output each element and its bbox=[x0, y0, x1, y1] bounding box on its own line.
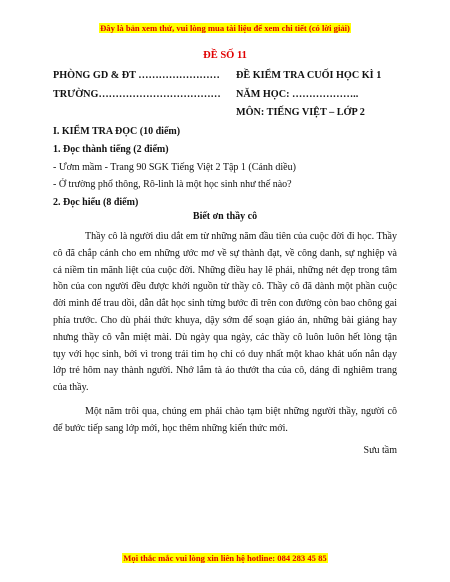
preview-banner bbox=[0, 18, 450, 36]
header-subject: MÔN: TIẾNG VIỆT – LỚP 2 bbox=[236, 107, 365, 118]
exam-number: ĐỀ SỐ 11 bbox=[203, 50, 247, 61]
reading-item-2: - Ở trường phổ thông, Rô-linh là một học sinh như thế nào? bbox=[53, 179, 292, 190]
passage-title: Biết ơn thầy cô bbox=[192, 211, 258, 222]
header-school: TRƯỜNG……………………………… bbox=[53, 89, 221, 100]
preview-banner-text: Đây là bản xem thử, vui lòng mua tài liệu để xem chi tiết (có lời giải) bbox=[100, 23, 350, 33]
header-exam-title: ĐỀ KIỂM TRA CUỐI HỌC KÌ 1 bbox=[236, 70, 382, 81]
header-dept: PHÒNG GD & ĐT …………………… bbox=[53, 70, 220, 81]
reading-item-1: - Ươm mầm - Trang 90 SGK Tiếng Việt 2 Tập 1 (Cánh diều) bbox=[53, 162, 296, 173]
section-heading: I. KIỂM TRA ĐỌC (10 điểm) bbox=[53, 126, 181, 137]
part-1-heading: 1. Đọc thành tiếng (2 điểm) bbox=[53, 144, 169, 155]
passage-paragraph-1: Thầy cô là người dìu dắt em từ những năm đầu tiên của cuộc đời đi học. Thầy cô đã chắp cánh cho em những ước mơ về sự thành đạt, về công danh, sự nghiệp và cả niềm tin mãnh liệt của cuộc đời. Những điều hay lẽ phải, những nét đẹp trong tâm hồn của con người đều được khởi nguồn từ thầy cô. Thầy cô đã dành một phần cuộc đời mình để trau dồi, dẫn dắt học sinh từng bước đi trên con đường còn bao chông gai phía trước. Cho dù phải thức khuya, dậy sớm để soạn giáo án, những bài giảng hay nhưng thầy cô vẫn miệt mài. Dù ngày qua ngày, các thầy cô luôn luôn hết lòng tận tụy với học sinh, bởi vì trong trái tim họ chỉ có duy nhất một khao khát uốn nắn dạy lớp trẻ hôm nay thành người. Nhớ lắm tà áo thướt tha của cô, dáng đi nghiêm trang của thầy. bbox=[53, 231, 397, 394]
passage-paragraph-2: Một năm trôi qua, chúng em phải chào tạm biệt những người thầy, người cô để bước tiếp sang lớp mới, học thêm những kiến thức mới. bbox=[53, 406, 397, 434]
passage-source: Sưu tầm bbox=[363, 445, 397, 456]
part-2-heading: 2. Đọc hiểu (8 điểm) bbox=[53, 197, 139, 208]
header-year: NĂM HỌC: ……………….. bbox=[236, 89, 359, 100]
contact-footer bbox=[0, 548, 450, 566]
contact-footer-text: Mọi thắc mắc vui lòng xin liên hệ hotline: 084 283 45 85 bbox=[123, 553, 327, 563]
